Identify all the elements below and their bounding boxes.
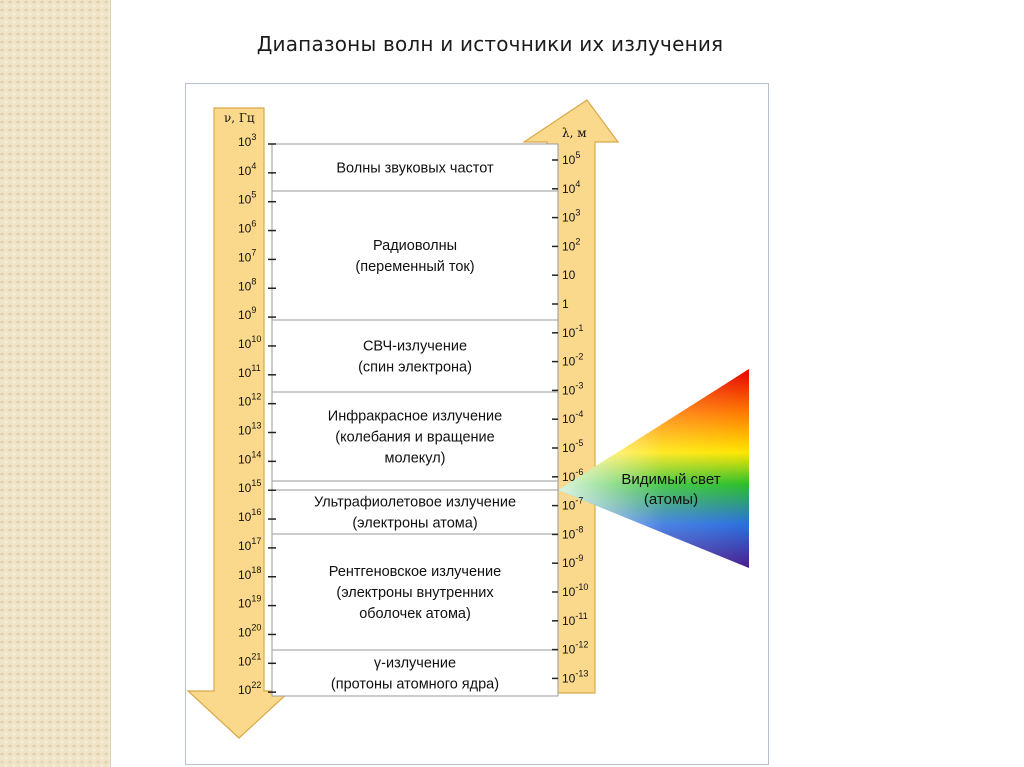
wavelength-tick-label: $10^2$ xyxy=(562,236,581,254)
frequency-tick-label: $10^{12}$ xyxy=(238,391,262,409)
band-6-line-0: γ-излучение xyxy=(373,655,457,672)
frequency-tick-label: $10^{19}$ xyxy=(238,593,262,611)
wavelength-tick-label: $10^5$ xyxy=(562,150,581,167)
frequency-tick-label: $10^{14}$ xyxy=(238,449,262,467)
wavelength-tick-label: 10 xyxy=(562,268,576,283)
frequency-tick-label: $10^{10}$ xyxy=(238,333,262,351)
frequency-tick-label: $10^{22}$ xyxy=(238,680,262,698)
band-2-line-0: СВЧ-излучение xyxy=(362,338,468,355)
band-6-line-1: (протоны атомного ядра) xyxy=(330,676,500,693)
wavelength-tick-label: $10^{-13}$ xyxy=(562,668,589,686)
slide-title: Диапазоны волн и источники их излучения xyxy=(256,32,724,56)
frequency-tick-label: $10^8$ xyxy=(238,276,257,294)
wavelength-tick-label: $10^{-5}$ xyxy=(562,438,584,455)
frequency-tick-label: $10^5$ xyxy=(238,189,257,207)
wavelength-tick-label: $10^{-4}$ xyxy=(562,409,584,427)
bands-group xyxy=(272,144,558,696)
frequency-tick-label: $10^3$ xyxy=(238,132,257,149)
band-5-line-0: Рентгеновское излучение xyxy=(328,564,502,580)
frequency-tick-label: $10^{13}$ xyxy=(238,420,262,438)
band-4-line-0: Ультрафиолетовое излучение xyxy=(313,494,517,511)
frequency-tick-label: $10^{15}$ xyxy=(238,478,262,496)
wavelength-tick-label: $10^{-1}$ xyxy=(562,322,584,340)
decorative-side-strip xyxy=(0,0,111,767)
wave-spectrum-diagram xyxy=(186,84,768,764)
frequency-tick-label: $10^7$ xyxy=(238,247,257,265)
diagram-frame xyxy=(185,83,769,765)
wavelength-tick-label: $10^{-11}$ xyxy=(562,610,588,628)
frequency-tick-label: $10^{16}$ xyxy=(238,507,262,525)
wavelength-tick-label: $10^4$ xyxy=(562,178,581,196)
band-1-line-1: (переменный ток) xyxy=(355,259,475,275)
visible-light-line-0: Видимый свет xyxy=(621,471,721,488)
band-5-line-2: оболочек атома) xyxy=(359,606,471,622)
visible-light-line-1: (атомы) xyxy=(643,491,699,508)
wavelength-tick-label: 1 xyxy=(562,297,569,311)
band-3-line-0: Инфракрасное излучение xyxy=(327,408,503,425)
band-1 xyxy=(272,191,558,320)
frequency-axis-label: ν, Гц xyxy=(224,111,255,125)
frequency-tick-label: $10^4$ xyxy=(238,160,257,178)
wavelength-tick-label: $10^{-10}$ xyxy=(562,582,589,599)
wavelength-tick-label: $10^{-2}$ xyxy=(562,351,584,369)
wavelength-tick-label: $10^3$ xyxy=(562,207,581,225)
frequency-tick-label: $10^{20}$ xyxy=(238,622,262,640)
band-3-line-1: (колебания и вращение xyxy=(335,429,495,446)
frequency-tick-label: $10^9$ xyxy=(238,305,257,323)
band-3-line-2: молекул) xyxy=(384,450,446,467)
band-0-line-0: Волны звуковых частот xyxy=(336,160,494,177)
frequency-tick-label: $10^{17}$ xyxy=(238,535,262,553)
frequency-tick-label: $10^6$ xyxy=(238,218,257,236)
wavelength-tick-label: $10^{-7}$ xyxy=(562,495,584,513)
wavelength-tick-label: $10^{-12}$ xyxy=(562,639,589,657)
wavelength-tick-label: $10^{-6}$ xyxy=(562,466,584,484)
frequency-tick-label: $10^{18}$ xyxy=(238,564,262,582)
band-1-line-0: Радиоволны xyxy=(372,238,458,254)
band-2-line-1: (спин электрона) xyxy=(358,359,472,376)
wavelength-tick-label: $10^{-8}$ xyxy=(562,524,584,542)
wavelength-tick-label: $10^{-9}$ xyxy=(562,553,584,571)
frequency-tick-label: $10^{21}$ xyxy=(238,651,262,669)
band-2 xyxy=(272,320,558,392)
wavelength-tick-label: $10^{-3}$ xyxy=(562,380,584,398)
band-4-line-1: (электроны атома) xyxy=(352,515,478,532)
band-5-line-1: (электроны внутренних xyxy=(336,585,494,601)
wavelength-axis-label: λ, м xyxy=(562,126,587,140)
frequency-tick-label: $10^{11}$ xyxy=(238,362,261,380)
